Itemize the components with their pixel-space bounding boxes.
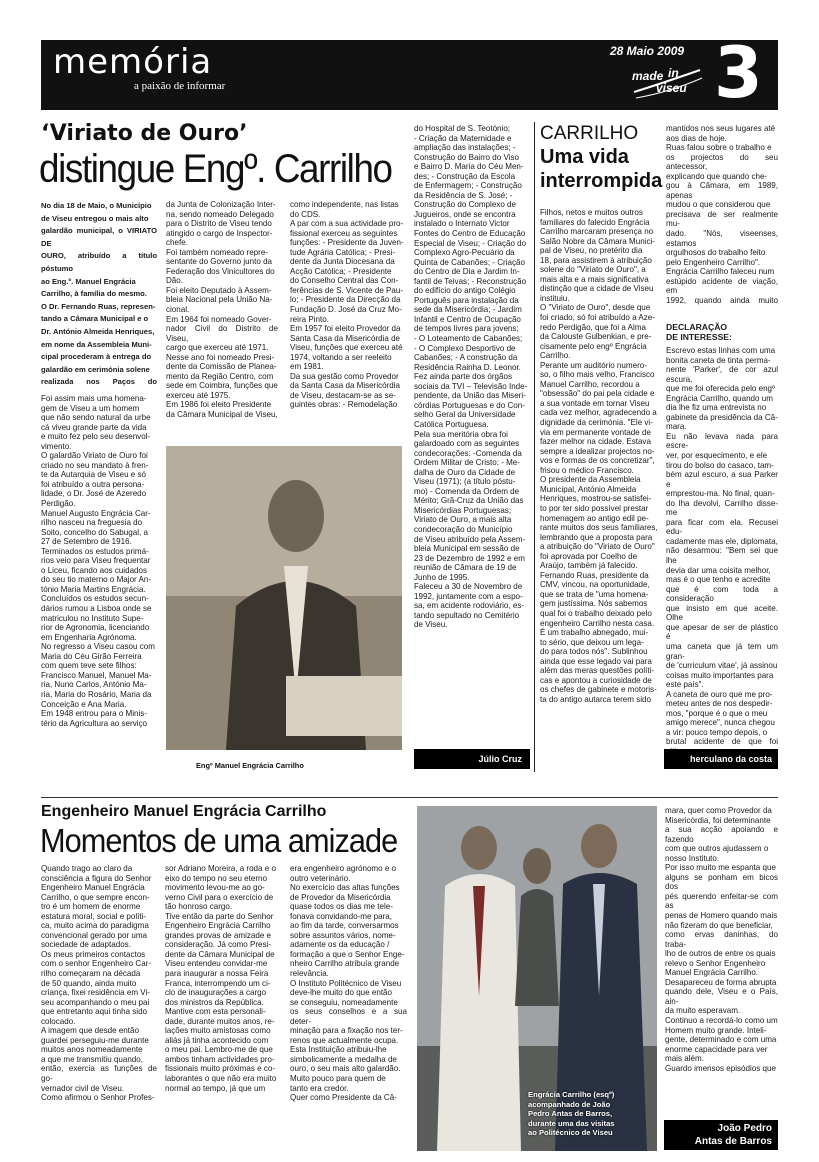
article-column: da Junta de Colonização Inter- na, sendo nomeado Delegado para o Distrito de Viseu tendo atingido o cargo de Inspector- chefe. Foi também nomeado repre- sentante do Governo junto da Federação dos Vinicultores do Dão. Foi eleito Deputado à Assem- bleia Nacional pela União Na- cional. Em 1964 foi nomeado Gover- nador Civil do Distrito de Viseu, cargo que exerceu até 1971. Nesse ano foi nomeado Presi- dente da Comissão de Planea- mento da Região Centro, com sede em Coimbra, funções que exerceu até 1975. Em 1986 foi eleito Presidente da Câmara Municipal de Viseu, bbox=[166, 200, 278, 420]
article-lead: No dia 18 de Maio, o Município de Viseu entregou o mais alto galardão municipal, o VIRIATO DE OURO, atribuído a título póstumo ao Eng.º. Manuel Engrácia Carrilho, à família do mesmo. O Dr. Fernando Ruas, represen- tando a Câmara Municipal e o Dr. António Almeida Henriques, em nome da Assembleia Muni- cipal procederam à entrega do galardão em cerimónia solene realizada nos Paços do bbox=[41, 201, 157, 386]
page-number: 3 bbox=[714, 32, 763, 114]
article-column: Quando trago ao claro da consciência a figura do Senhor Engenheiro Manuel Engrácia Carrilho, o que sempre encon- tro é um homem de enorme estatura moral, social e políti- ca, muito acima do paradigma convencional gerado por uma sociedade de adaptados. Os meus primeiros contactos com o senhor Engenheiro Car- rilho começaram na década de 50 quando, ainda muito criança, fixei residência em Vi- seu acompanhando o meu pai que entretanto aqui tinha sido colocado. A imagem que desde então guardei perseguiu-me durante muitos anos nomeadamente a que me transmitiu quando, então, exercia as funções de go- vernador civil de Viseu. Como afirmou o Senhor Profes- bbox=[41, 864, 157, 1103]
section-title: memória bbox=[53, 42, 213, 82]
article-kicker: Engenheiro Manuel Engrácia Carrilho bbox=[41, 803, 327, 820]
article-column: como independente, nas listas do CDS. A par com a sua actividade pro- fissional exerceu as seguintes funções: - Presidente da Juven- tude Agrária Católica; - Presi- dente da Junta Diocesana da Acção Católica; - Presidente do Conselho Central das Con- ferências de S. Vicente de Pau- lo; - Presidente da Direcção da Fundação D. José da Cruz Mo- reira Pinto. Em 1957 foi eleito Provedor da Santa Casa da Misericórdia de Viseu, funções que exerceu até 1974, voltando a ser reeleito em 1981. Da sua gestão como Provedor da Santa Casa da Misericórdia de Viseu, destacam-se as se- guintes obras: - Remodelação bbox=[290, 200, 404, 410]
column-divider bbox=[534, 122, 535, 772]
author-byline: João Pedro Antas de Barros bbox=[664, 1120, 778, 1150]
article-column: sor Adriano Moreira, a roda e o eixo do tempo no seu eterno movimento levou-me ao go- verno Civil para o exercício de tão honroso cargo. Tive então da parte do Senhor Engenheiro Engrácia Carrilho grandes provas de amizade e consideração. Já como Presi- dente da Câmara Municipal de Viseu entendeu convidar-me para inaugurar a nossa Feira Franca, interrompendo um ci- clo de inaugurações a cargo dos ministros da República. Mantive com esta personali- dade, durante muitos anos, re- lações muito amistosas como aliás já tinha acontecido com o meu pai. Lembro-me de que ambos tinham actividades pro- fissionais muito próximas e co- laborantes o que não era muito normal ao tempo, já que um bbox=[165, 864, 277, 1093]
issue-date: 28 Maio 2009 bbox=[610, 44, 685, 58]
logo-in: in bbox=[668, 66, 679, 80]
logo-made: made bbox=[632, 69, 664, 83]
section-tagline: a paixão de informar bbox=[134, 80, 226, 92]
article-column: do Hospital de S. Teotónio; - Criação da Maternidade e ampliação das instalações; - Construção do Bairro do Viso e Bairro D. Maria do Céu Men- des; - Construção da Escola de Enfermagem; - Construção da Residência de S. José; - Construção do Complexo de Jugueiros, onde se encontra instalado o Internato Victor Fontes do Centro de Educação Especial de Viseu; - Criação do Complexo Agro-Pecuário da Quinta de Cabanões; - Criação do Centro de Dia e Jardim In- fantil de Teivas; - Reconstrução do edifício do antigo Colégio Português para instalação da sede da Misericórdia; - Jardim Infantil e Centro de Ocupação de tempos livres para jovens; - O Loteamento de Cabanões; - O Complexo Desportivo de Cabanões; - A construção da Residência Rainha D. Leonor. Fez ainda parte dos órgãos sociais da TVI – Televisão Inde- pendente, da União das Miseri- córdias Portuguesas e do Con- selho Geral da Universidade Católica Portuguesa. Pela sua meritória obra foi galardoado com as seguintes condecorações: -Comenda da Ordem Militar de Cristo; - Me- dalha de Ouro da Cidade de Viseu (1971); (a título póstu- mo) - Comenda da Ordem de Mérito; Grã-Cruz da União das Misericórdias Portuguesas; Viriato de Ouro, a mais alta condecoração do Município de Viseu atribuído pela Assem- bleia Municipal em sessão de 23 de Dezembro de 1992 e em reunião de Câmara de 19 de Junho de 1995. Faleceu a 30 de Novembro de 1992, juntamente com a espo- sa, em acidente rodoviário, es- tando sepultado no Cemitério de Viseu. bbox=[414, 124, 528, 630]
portrait-illustration bbox=[166, 446, 402, 750]
article-kicker: ‘Viriato de Ouro’ bbox=[41, 121, 248, 146]
article-column: Foi assim mais uma homena- gem de Viseu a um homem que não sendo natural da urbe cá viveu grande parte da vida e muito fez pelo seu desenvol- vimento. O galardão Viriato de Ouro foi criado no seu mandato à fren- te da Autarquia de Viseu e só foi atribuído a outra persona- lidade, o Dr. José de Azeredo Perdigão. Manuel Augusto Engrácia Car- rilho nasceu na freguesia do Soito, concelho do Sabugal, a 27 de Setembro de 1916. Terminados os estudos primá- rios veio para Viseu frequentar o Liceu, ficando aos cuidados do seu tio materno o Major An- tónio Maria Martins Engrácia. Concluídos os estudos secun- dários rumou a Lisboa onde se matriculou no Instituto Supe- rior de Agronomia, licenciando em Engenharia Agrónoma. No regresso a Viseu casou com Maria do Céu Girão Ferreira com quem teve sete filhos: Francisco Manuel, Manuel Ma- ria, Nuno Carlos, António Ma- ria, Maria do Rosário, Maria da Conceição e Ana Maria. Em 1948 entrou para o Minis- tério da Agricultura ao serviço bbox=[41, 394, 155, 728]
portrait-photo bbox=[166, 446, 402, 750]
article-kicker: CARRILHO bbox=[540, 123, 639, 144]
section-divider bbox=[41, 797, 778, 798]
declaration-heading: DECLARAÇÃO DE INTERESSE: bbox=[666, 322, 732, 342]
article-column: mantidos nos seus lugares até aos dias de hoje. Ruas falou sobre o trabalho e os projectos do seu antecessor, explicando que quando che- gou à Câmara, em 1989, apenas mudou o que considerou que precisava de ser realmente mu- dado. "Nós, viseenses, estamos orgulhosos do trabalho feito pelo Engenheiro Carrilho". Engrácia Carrilho faleceu num estúpido acidente de viação, em 1992, quando ainda muito bbox=[666, 124, 778, 305]
logo-viseu: viseu bbox=[656, 81, 687, 95]
declaration-text: Escrevo estas linhas com uma bonita caneta de tinta perma- nente 'Parker', de cor azul escura, que me foi oferecida pelo engº Engrácia Carrilho, quando um dia lhe fiz uma entrevista no gabinete da presidência da Câ- mara. Eu não levava nada para escre- ver, por esquecimento, e ele tirou do bolso do casaco, tam- bém azul escuro, a sua Parker e emprestou-ma. No final, quan- do lha devolvi, Carrilho disse-me para ficar com ela. Recusei edu- cadamente mas ele, diplomata, não desarmou: "Bem sei que lhe devia dar uma coisita melhor, mas é o que tenho e acredite que é com toda a consideração que insisto em que aceite. Olhe que apesar de ser de plástico é uma caneta que já tem um gran- de 'curriculum vitae', já assinou coisas muito importantes para este país". A caneta de ouro que me pro- meteu antes de nos despedir- mos, "porque é o que o meu amigo merece", nunca chegou a vir: pouco tempo depois, o brutal acidente de que foi bbox=[666, 346, 778, 747]
article-headline: Uma vida interrompida bbox=[540, 146, 663, 192]
article-headline: distingue Engº. Carrilho bbox=[39, 147, 392, 191]
author-byline: herculano da costa bbox=[664, 749, 778, 769]
photo-caption: Engº Manuel Engrácia Carrilho bbox=[196, 761, 304, 770]
author-byline: Júlio Cruz bbox=[414, 749, 530, 769]
article-headline: Momentos de uma amizade bbox=[40, 822, 398, 859]
made-in-viseu-logo bbox=[630, 62, 706, 102]
photo-caption: Engrácia Carrilho (esqº) acompanhado de João Pedro Antas de Barros, durante uma das visitas ao Politécnico de Viseu bbox=[528, 1090, 615, 1138]
article-column: Filhos, netos e muitos outros familiares do falecido Engrácia Carrilho marcaram presença no Salão Nobre da Câmara Munici- pal de Viseu, no pretérito dia 18, para assistirem à atribuição solene do "Viriato de Ouro", a mais alta e a mais significativa distinção que a cidade de Viseu instituiu. O "Viriato de Ouro", desde que foi criado, só foi atribuído a Aze- redo Perdigão, que foi a Alma da Calouste Gulbenkian, e pre- cisamente pelo engº Engrácia Carrilho. Perante um auditório numero- so, o filho mais velho, Francisco Manuel Carrilho, recordou a "obsessão" do pai pela cidade e a sua vontade em tornar Viseu cada vez melhor, agradecendo a dignidade da cerimónia. "Ele vi- via em permanente vontade de fazer melhor na cidade. Estava sempre a idealizar projectos no- vos e formas de os concretizar", frisou o médico Francisco. O presidente da Assembleia Municipal, António Almeida Henriques, mostrou-se satisfei- to por ter sido possível prestar homenagem ao antigo edil pe- rante muitos dos seus familiares, lembrando que a proposta para a atribuição do "Viriato de Ouro" foi aprovada por Coelho de Araújo, também já falecido. Fernando Ruas, presidente da CMV, vincou, na oportunidade, que se trata de "uma homena- gem justíssima. Nós sabemos qual foi o trabalho deixado pelo engenheiro Carrilho nesta casa. É um trabalho abnegado, mui- to sério, que deixou um lega- do para todos nós". Sublinhou ainda que esse legado vai para além das meras questões políti- cas e apontou a curiosidade de os chefes de gabinete e motoris- ta do antigo autarca terem sido bbox=[540, 208, 658, 704]
article-column: era engenheiro agrónomo e o outro veterinário. No exercício das altas funções de Provedor da Misericórdia quase todos os dias me tele- fonava convidando-me para, ao fim da tarde, conversarmos sobre assuntos vários, nome- adamente os da educação / formação a que o Senhor Enge- nheiro Carrilho atribuía grande relevância. O Instituto Politécnico de Viseu deve-lhe muito do que então se conseguiu, nomeadamente os seus conselhos e a sua deter- minação para a fixação nos ter- renos que actualmente ocupa. Esta Instituição atribuiu-lhe simbolicamente a medalha de ouro, o seu mais alto galardão. Muito pouco para quem de tanto era credor. Quer como Presidente da Câ- bbox=[290, 864, 407, 1103]
article-column: mara, quer como Provedor da Misericórdia, foi determinante a sua acção apoiando e fazendo com que outros ajudassem o nosso Instituto. Por isso muito me espanta que alguns se ponham em bicos dos pés querendo enfeitar-se com as penas de Homero quando mais não fizeram do que beneficiar, como ervas daninhas, do traba- lho de outros de entre os quais relevo o Senhor Engenheiro Manuel Engrácia Carrilho. Desapareceu de forma abrupta quando dele, Viseu e o País, ain- da muito esperavam. Continuo a recordá-lo como um Homem muito grande. Inteli- gente, determinado e com uma enorme capacidade para ver mais além. Guardo imensos episódios que bbox=[665, 806, 778, 1073]
